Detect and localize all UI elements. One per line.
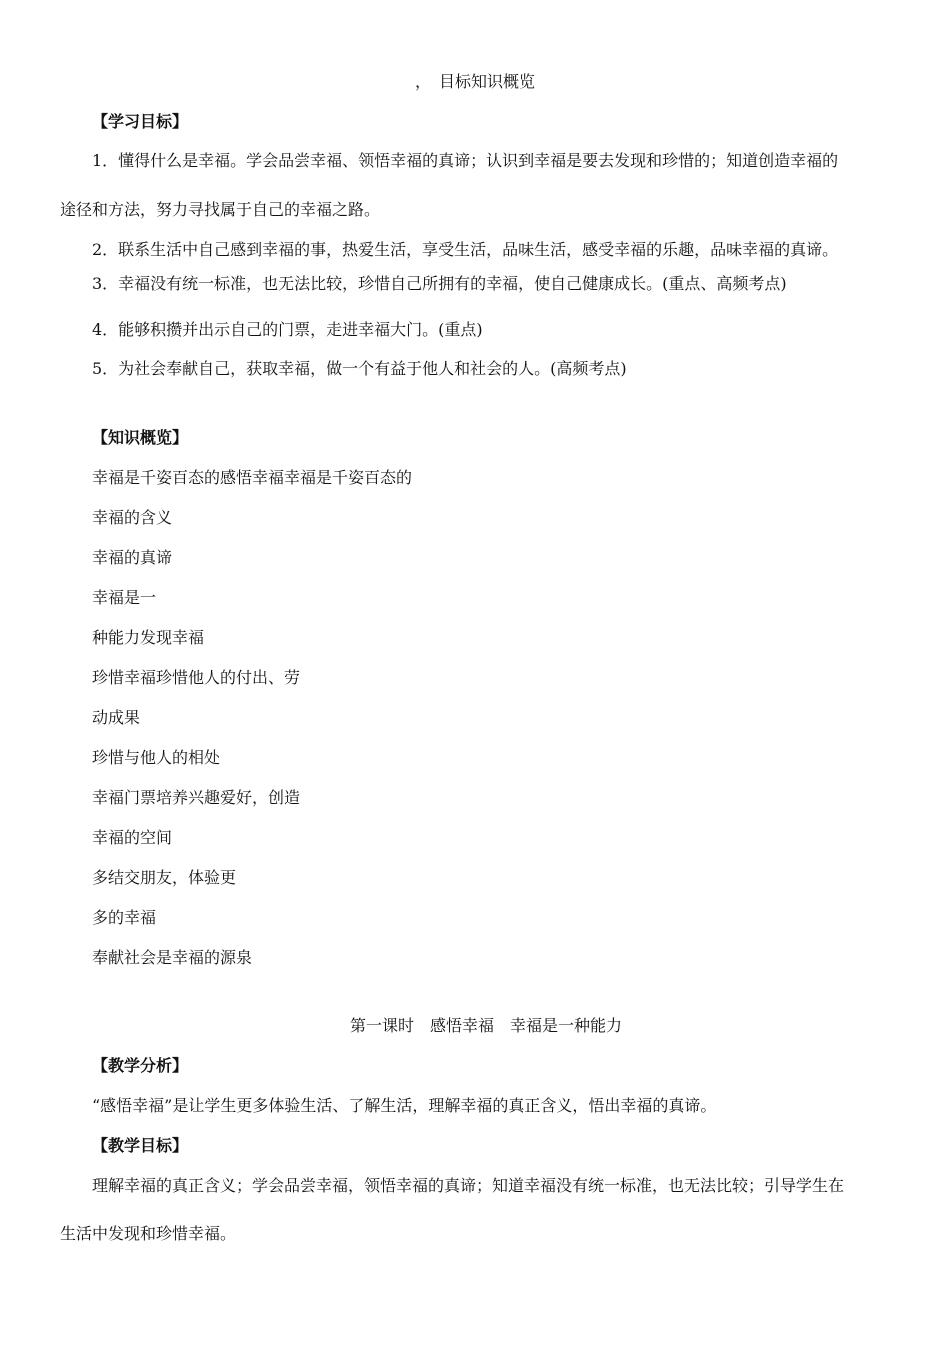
overview-line: 多的幸福	[92, 908, 157, 927]
objectives-heading: 【学习目标】	[92, 112, 189, 131]
overview-line: 幸福门票培养兴趣爱好，创造	[92, 788, 301, 807]
page-title: ， 目标知识概览	[414, 72, 535, 91]
objective-item-5: 5．为社会奉献自己，获取幸福，做一个有益于他人和社会的人。(高频考点)	[92, 359, 627, 378]
objective-item-4: 4．能够积攒并出示自己的门票，走进幸福大门。(重点)	[92, 320, 483, 339]
goals-line-1: 理解幸福的真正含义；学会品尝幸福，领悟幸福的真谛；知道幸福没有统一标准，也无法比较；引导学生在	[92, 1176, 845, 1195]
overview-heading: 【知识概览】	[92, 428, 189, 447]
overview-line: 奉献社会是幸福的源泉	[92, 948, 253, 967]
overview-line: 幸福的含义	[92, 508, 173, 527]
overview-line: 幸福的真谛	[92, 548, 173, 567]
analysis-heading: 【教学分析】	[92, 1056, 189, 1075]
analysis-text: “感悟幸福”是让学生更多体验生活、了解生活，理解幸福的真正含义，悟出幸福的真谛。	[92, 1096, 717, 1115]
lesson-title: 第一课时 感悟幸福 幸福是一种能力	[350, 1016, 623, 1035]
objective-item-1-line-1: 1．懂得什么是幸福。学会品尝幸福、领悟幸福的真谛；认识到幸福是要去发现和珍惜的；知道创造幸福的	[92, 151, 839, 170]
goals-line-2: 生活中发现和珍惜幸福。	[60, 1224, 237, 1243]
objective-item-3: 3．幸福没有统一标准，也无法比较，珍惜自己所拥有的幸福，使自己健康成长。(重点、高频考点)	[92, 274, 787, 293]
overview-line: 种能力发现幸福	[92, 628, 205, 647]
overview-line: 幸福是一	[92, 588, 157, 607]
overview-line: 幸福是千姿百态的感悟幸福幸福是千姿百态的	[92, 468, 413, 487]
objective-item-1-line-2: 途径和方法，努力寻找属于自己的幸福之路。	[60, 200, 381, 219]
overview-line: 幸福的空间	[92, 828, 173, 847]
overview-line: 珍惜与他人的相处	[92, 748, 221, 767]
objective-item-2: 2．联系生活中自己感到幸福的事，热爱生活，享受生活，品味生活，感受幸福的乐趣，品味幸福的真谛。	[92, 240, 839, 259]
goals-heading: 【教学目标】	[92, 1136, 189, 1155]
overview-line: 动成果	[92, 708, 141, 727]
overview-line: 珍惜幸福珍惜他人的付出、劳	[92, 668, 301, 687]
overview-line: 多结交朋友，体验更	[92, 868, 237, 887]
